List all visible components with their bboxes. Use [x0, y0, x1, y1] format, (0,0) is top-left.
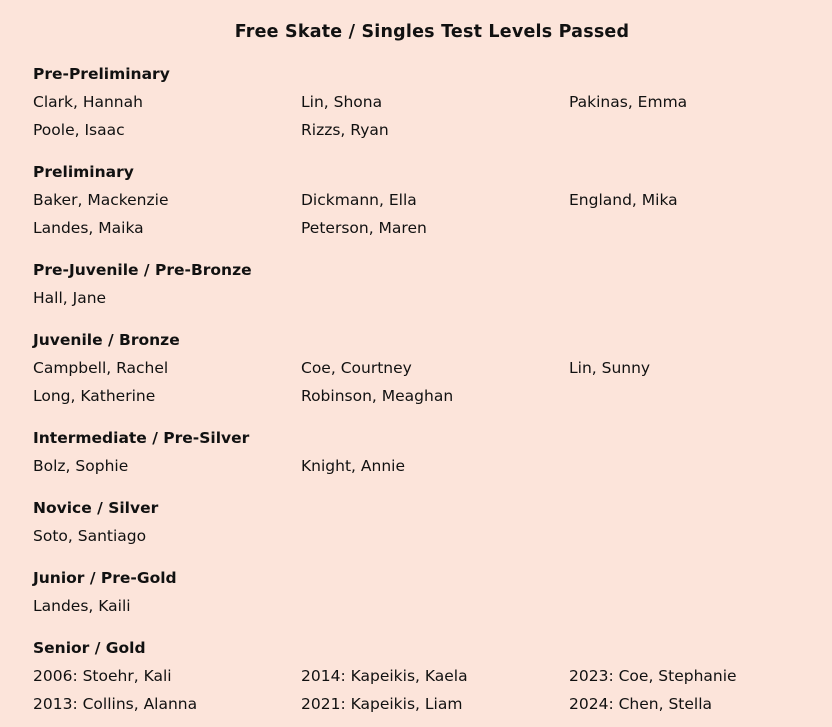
level-heading: Juvenile / Bronze [33, 331, 180, 349]
skater-name: Bolz, Sophie [33, 457, 129, 475]
skater-name: 2024: Chen, Stella [569, 695, 713, 713]
skater-name: Lin, Sunny [569, 359, 651, 377]
name-row [33, 88, 832, 116]
name-row [33, 522, 832, 550]
level-section-pre-juvenile [33, 256, 832, 312]
level-section-preliminary [33, 158, 832, 242]
name-row [33, 690, 832, 718]
name-row [33, 284, 832, 312]
skater-name: Robinson, Meaghan [301, 387, 454, 405]
skater-name: Landes, Maika [33, 219, 144, 237]
level-heading: Novice / Silver [33, 499, 159, 517]
name-row [33, 116, 832, 144]
skater-name: Pakinas, Emma [569, 93, 688, 111]
level-heading: Preliminary [33, 163, 134, 181]
level-section-juvenile [33, 326, 832, 410]
skater-name: Long, Katherine [33, 387, 156, 405]
skater-name: 2014: Kapeikis, Kaela [301, 667, 468, 685]
name-row [33, 382, 832, 410]
name-row [33, 592, 832, 620]
skater-name: 2023: Coe, Stephanie [569, 667, 737, 685]
skater-name: 2021: Kapeikis, Liam [301, 695, 463, 713]
skater-name: Baker, Mackenzie [33, 191, 169, 209]
level-section-intermediate [33, 424, 832, 480]
skater-name: 2013: Collins, Alanna [33, 695, 198, 713]
skater-name: Rizzs, Ryan [301, 121, 389, 139]
level-section-novice [33, 494, 832, 550]
skater-name: Dickmann, Ella [301, 191, 417, 209]
level-section-senior [33, 634, 832, 718]
level-section-pre-preliminary [33, 60, 832, 144]
level-heading: Senior / Gold [33, 639, 146, 657]
skater-name: England, Mika [569, 191, 678, 209]
level-heading: Junior / Pre-Gold [33, 569, 177, 587]
name-row [33, 354, 832, 382]
skater-name: Landes, Kaili [33, 597, 131, 615]
level-heading: Intermediate / Pre-Silver [33, 429, 250, 447]
skater-name: Coe, Courtney [301, 359, 412, 377]
skater-name: Campbell, Rachel [33, 359, 169, 377]
skater-name: Clark, Hannah [33, 93, 143, 111]
name-row [33, 452, 832, 480]
skater-name: Poole, Isaac [33, 121, 125, 139]
level-section-junior [33, 564, 832, 620]
skater-name: Lin, Shona [301, 93, 383, 111]
name-row [33, 214, 832, 242]
skater-name: Soto, Santiago [33, 527, 147, 545]
level-heading: Pre-Preliminary [33, 65, 170, 83]
name-row [33, 662, 832, 690]
skater-name: Hall, Jane [33, 289, 107, 307]
name-row [33, 186, 832, 214]
skater-name: Peterson, Maren [301, 219, 427, 237]
skater-name: Knight, Annie [301, 457, 405, 475]
level-heading: Pre-Juvenile / Pre-Bronze [33, 261, 252, 279]
page-title: Free Skate / Singles Test Levels Passed [234, 22, 630, 42]
skater-name: 2006: Stoehr, Kali [33, 667, 172, 685]
